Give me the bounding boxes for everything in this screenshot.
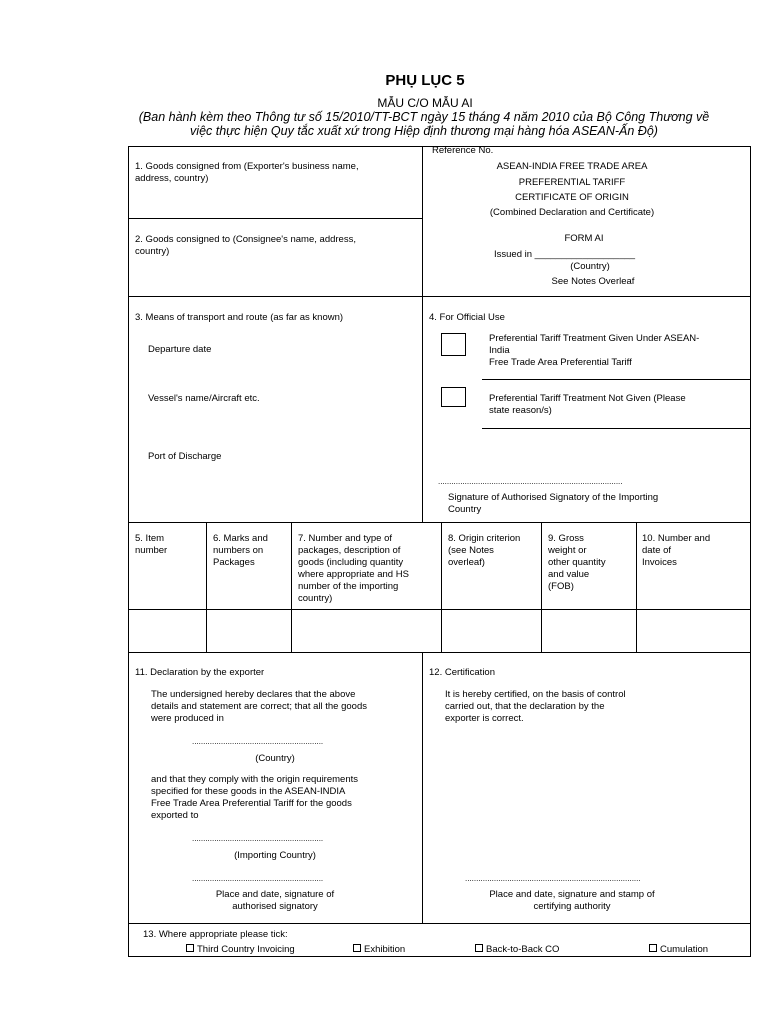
see-notes: See Notes Overleaf — [551, 276, 635, 287]
divider — [206, 522, 207, 653]
issued-in: Issued in ___________________ — [494, 249, 636, 260]
divider — [636, 522, 637, 653]
col-weight: 9. Gross weight or other quantity and value (FOB) — [548, 533, 606, 592]
divider — [128, 609, 750, 610]
decree-line-1: (Ban hành kèm theo Thông tư số 15/2010/TT-BCT ngày 15 tháng 4 năm 2010 của Bộ Công Thương về — [138, 110, 710, 124]
col-description: 7. Number and type of packages, description of goods (including quantity where appropriate and HS number of the importing country) — [298, 533, 409, 604]
col-invoices: 10. Number and date of Invoices — [642, 533, 711, 568]
checkbox-given[interactable] — [441, 333, 466, 356]
box13-label: 13. Where appropriate please tick: — [143, 929, 288, 940]
certification-text: It is hereby certified, on the basis of control carried out, that the declaration by the exporter is correct. — [445, 689, 626, 724]
treatment-given: Preferential Tariff Treatment Given Under ASEAN- India Free Trade Area Preferential Tariff — [489, 333, 700, 368]
divider — [482, 428, 750, 429]
declaration-text-1: The undersigned hereby declares that the above details and statement are correct; that all the goods were produced in — [151, 689, 367, 724]
signature-dots: ................................................................................... — [438, 477, 623, 486]
country-dots: ........................................................... — [192, 737, 324, 746]
box12-label: 12. Certification — [429, 667, 496, 678]
certify-sign-dots: ............................................................................... — [465, 874, 641, 883]
issued-country: (Country) — [570, 261, 610, 272]
box11-label: 11. Declaration by the exporter — [135, 667, 265, 678]
option-third-country[interactable] — [186, 944, 295, 956]
ref-line-3: CERTIFICATE OF ORIGIN — [515, 192, 629, 203]
country-caption: (Country) — [255, 753, 295, 764]
col-item-number: 5. Item number — [135, 533, 168, 556]
box2-label: 2. Goods consigned to (Consignee's name, address, country) — [135, 234, 356, 257]
importing-signature: Signature of Authorised Signatory of the Importing Country — [448, 492, 659, 515]
divider — [128, 652, 750, 653]
checkbox-icon[interactable] — [649, 944, 657, 952]
option-label: Back-to-Back CO — [486, 944, 560, 955]
option-label: Third Country Invoicing — [197, 944, 295, 955]
ref-line-1: ASEAN-INDIA FREE TRADE AREA — [496, 161, 648, 172]
reference-no: Reference No. — [432, 145, 494, 156]
decree-line-2: việc thực hiện Quy tắc xuất xứ trong Hiệp định thương mại hàng hóa ASEAN-Ấn Độ) — [190, 124, 658, 138]
ref-line-2: PREFERENTIAL TARIFF — [518, 177, 626, 188]
col-marks: 6. Marks and numbers on Packages — [213, 533, 268, 568]
page-title: PHỤ LỤC 5 — [385, 72, 465, 89]
divider — [291, 522, 292, 653]
departure-date: Departure date — [148, 344, 212, 355]
certify-place-date: Place and date, signature and stamp of certifying authority — [489, 889, 655, 912]
divider — [541, 522, 542, 653]
declaration-text-2: and that they comply with the origin requirements specified for these goods in the ASEAN-INDIA Free Trade Area Preferential Tariff for the goods exported to — [151, 774, 358, 821]
checkbox-icon[interactable] — [186, 944, 194, 952]
form-subtitle: MẪU C/O MẪU AI — [377, 96, 473, 110]
divider — [128, 923, 750, 924]
treatment-not-given: Preferential Tariff Treatment Not Given (Please state reason/s) — [489, 393, 686, 416]
divider — [441, 522, 442, 653]
option-cumulation[interactable] — [649, 944, 708, 956]
box3-label: 3. Means of transport and route (as far as known) — [135, 312, 344, 323]
divider — [422, 296, 423, 523]
checkbox-not-given[interactable] — [441, 387, 466, 407]
option-label: Exhibition — [364, 944, 406, 955]
form-name: FORM AI — [564, 233, 604, 244]
checkbox-icon[interactable] — [353, 944, 361, 952]
exporter-place-date: Place and date, signature of authorised signatory — [215, 889, 335, 912]
vessel-name: Vessel's name/Aircraft etc. — [148, 393, 260, 404]
port-of-discharge: Port of Discharge — [148, 451, 222, 462]
option-label: Cumulation — [660, 944, 709, 955]
box1-label: 1. Goods consigned from (Exporter's business name, address, country) — [135, 161, 359, 184]
box4-label: 4. For Official Use — [429, 312, 505, 323]
option-exhibition[interactable] — [353, 944, 405, 956]
divider — [422, 146, 423, 297]
divider — [128, 218, 422, 219]
divider — [128, 522, 750, 523]
importing-country-dots: ........................................................... — [192, 834, 324, 843]
checkbox-icon[interactable] — [475, 944, 483, 952]
importing-country-caption: (Importing Country) — [234, 850, 316, 861]
divider — [422, 652, 423, 924]
col-origin: 8. Origin criterion (see Notes overleaf) — [448, 533, 521, 568]
ref-line-4: (Combined Declaration and Certificate) — [489, 207, 655, 218]
divider — [128, 296, 750, 297]
exporter-sign-dots: ........................................................... — [192, 874, 324, 883]
option-back-to-back[interactable] — [475, 944, 559, 956]
divider — [482, 379, 750, 380]
